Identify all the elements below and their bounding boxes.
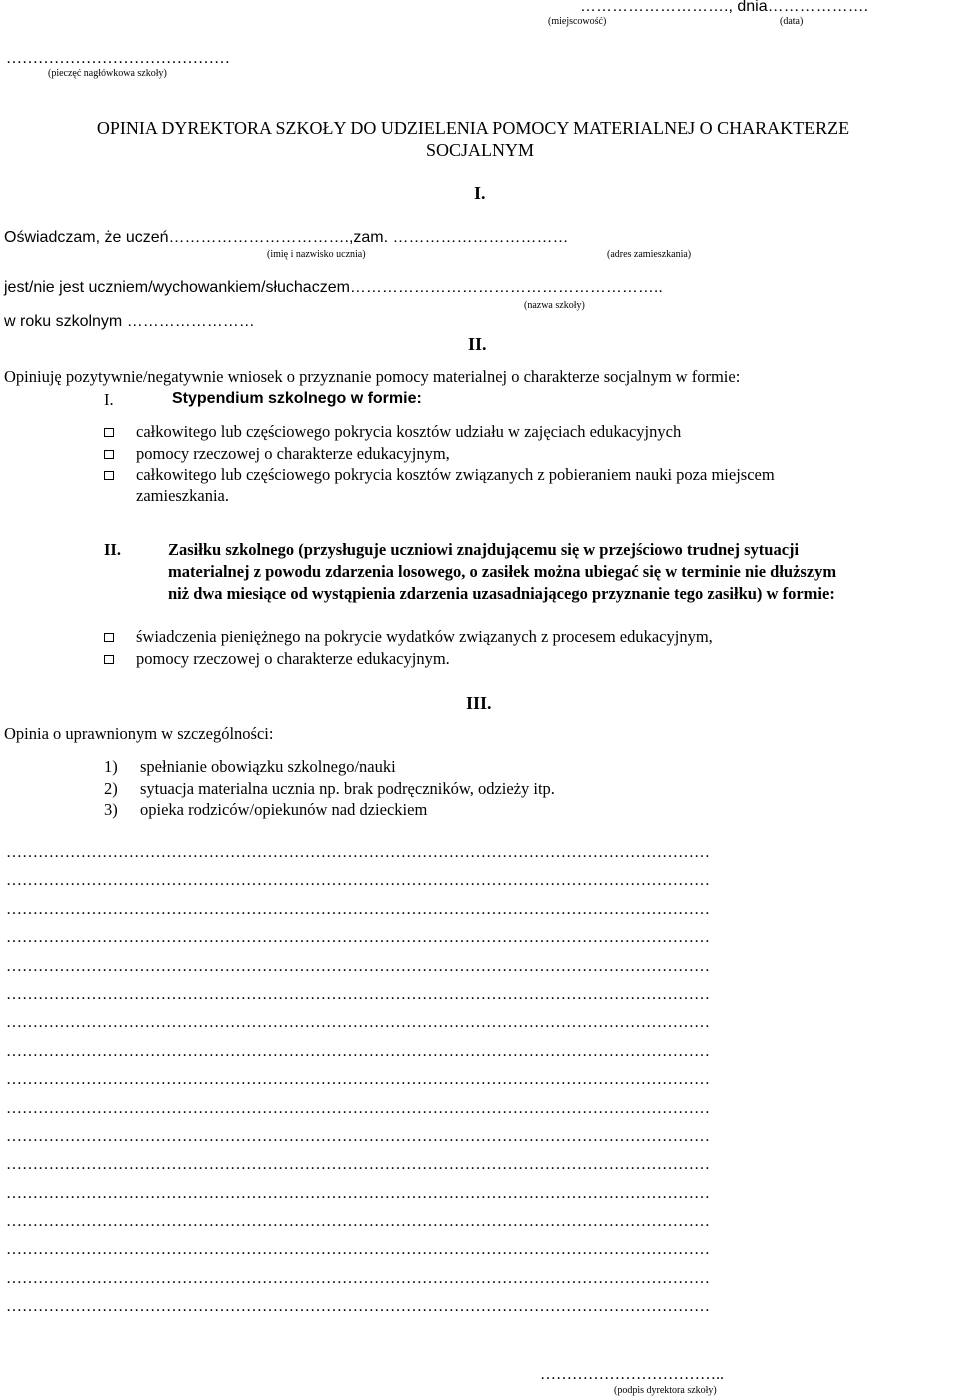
checkbox-zasilek-1[interactable] xyxy=(104,633,114,642)
stamp-line: …………………………………… xyxy=(6,50,230,67)
dotted-line[interactable]: …………………………………………………………………………………………………………………… xyxy=(6,1156,710,1174)
criteria-num-3: 3) xyxy=(104,800,118,819)
stypendium-heading: Stypendium szkolnego w formie: xyxy=(172,390,422,407)
dotted-line[interactable]: …………………………………………………………………………………………………………………… xyxy=(6,1071,710,1089)
dotted-line[interactable]: …………………………………………………………………………………………………………………… xyxy=(6,1213,710,1231)
zasilek-heading-line-1: Zasiłku szkolnego (przysługuje uczniowi znajdującemu się w przejściowo trudnej sytuacji xyxy=(168,540,800,559)
signature-caption: (podpis dyrektora szkoły) xyxy=(614,1385,717,1396)
stypendium-option-1: całkowitego lub częściowego pokrycia kosztów udziału w zajęciach edukacyjnych xyxy=(136,422,682,441)
dotted-line[interactable]: …………………………………………………………………………………………………………………… xyxy=(6,844,710,861)
date-caption: (data) xyxy=(780,16,804,27)
dotted-line[interactable]: …………………………………………………………………………………………………………………… xyxy=(6,1298,710,1316)
criteria-num-2: 2) xyxy=(104,779,118,798)
stypendium-option-2: pomocy rzeczowej o charakterze edukacyjnym, xyxy=(136,444,450,463)
criteria-num-1: 1) xyxy=(104,757,118,776)
section-3-numeral: III. xyxy=(466,693,492,713)
student-line: jest/nie jest uczniem/wychowankiem/słuchaczem………………………………………………….. xyxy=(4,279,663,296)
signature-line[interactable]: …………………………….. xyxy=(540,1366,724,1383)
place-caption: (miejscowość) xyxy=(548,16,607,27)
school-caption: (nazwa szkoły) xyxy=(524,300,585,311)
dotted-line[interactable]: …………………………………………………………………………………………………………………… xyxy=(6,1184,710,1202)
place-date-line: ………………………., dnia………………. xyxy=(580,0,869,15)
declare-line: Oświadczam, że uczeń…………………………….,zam. …………………………… xyxy=(4,229,569,246)
checkbox-stypendium-2[interactable] xyxy=(104,450,114,459)
dotted-line[interactable]: …………………………………………………………………………………………………………………… xyxy=(6,1014,710,1032)
stamp-caption: (pieczęć nagłówkowa szkoły) xyxy=(48,68,167,79)
checkbox-stypendium-3[interactable] xyxy=(104,471,114,480)
dotted-line[interactable]: …………………………………………………………………………………………………………………… xyxy=(6,1127,710,1145)
dotted-line[interactable]: …………………………………………………………………………………………………………………… xyxy=(6,1241,710,1259)
document-title-line-2: SOCJALNYM xyxy=(425,140,535,160)
section-1-numeral: I. xyxy=(474,183,486,203)
stypendium-numeral: I. xyxy=(104,390,114,409)
zasilek-option-1: świadczenia pieniężnego na pokrycie wydatków związanych z procesem edukacyjnym, xyxy=(136,627,713,646)
dotted-line[interactable]: …………………………………………………………………………………………………………………… xyxy=(6,929,710,947)
name-caption: (imię i nazwisko ucznia) xyxy=(267,249,366,260)
opinion-writing-area[interactable] xyxy=(6,839,956,1322)
zasilek-heading-line-2: materialnej z powodu zdarzenia losowego, o zasiłek można ubiegać się w terminie nie dłuższym xyxy=(168,562,837,581)
address-caption: (adres zamieszkania) xyxy=(607,249,692,260)
checkbox-zasilek-2[interactable] xyxy=(104,655,114,664)
criteria-item-1: spełnianie obowiązku szkolnego/nauki xyxy=(140,757,396,776)
zasilek-numeral: II. xyxy=(104,540,121,559)
section-2-numeral: II. xyxy=(468,334,487,354)
criteria-item-2: sytuacja materialna ucznia np. brak podręczników, odzieży itp. xyxy=(140,779,555,798)
stypendium-option-3-cont: zamieszkania. xyxy=(136,486,229,505)
opinion-line: Opiniuję pozytywnie/negatywnie wniosek o przyznanie pomocy materialnej o charakterze socjalnym w formie: xyxy=(4,367,741,386)
criteria-item-3: opieka rodziców/opiekunów nad dzieckiem xyxy=(140,800,428,819)
zasilek-heading-line-3: niż dwa miesiące od wystąpienia zdarzenia uzasadniającego przyznanie tego zasiłku) w formie: xyxy=(168,584,835,603)
dotted-line[interactable]: …………………………………………………………………………………………………………………… xyxy=(6,957,710,975)
dotted-line[interactable]: …………………………………………………………………………………………………………………… xyxy=(6,872,710,890)
dotted-line[interactable]: …………………………………………………………………………………………………………………… xyxy=(6,1269,710,1287)
zasilek-option-2: pomocy rzeczowej o charakterze edukacyjnym. xyxy=(136,649,450,668)
dotted-line[interactable]: …………………………………………………………………………………………………………………… xyxy=(6,1042,710,1060)
dotted-line[interactable]: …………………………………………………………………………………………………………………… xyxy=(6,900,710,918)
dotted-line[interactable]: …………………………………………………………………………………………………………………… xyxy=(6,985,710,1003)
checkbox-stypendium-1[interactable] xyxy=(104,428,114,437)
dotted-line[interactable]: …………………………………………………………………………………………………………………… xyxy=(6,1099,710,1117)
document-title-line-1: OPINIA DYREKTORA SZKOŁY DO UDZIELENIA POMOCY MATERIALNEJ O CHARAKTERZE xyxy=(96,118,850,138)
school-year-line: w roku szkolnym …………………… xyxy=(4,313,255,330)
section-3-intro: Opinia o uprawnionym w szczególności: xyxy=(4,724,274,743)
stypendium-option-3: całkowitego lub częściowego pokrycia kosztów związanych z pobieraniem nauki poza miejscem xyxy=(136,465,775,484)
